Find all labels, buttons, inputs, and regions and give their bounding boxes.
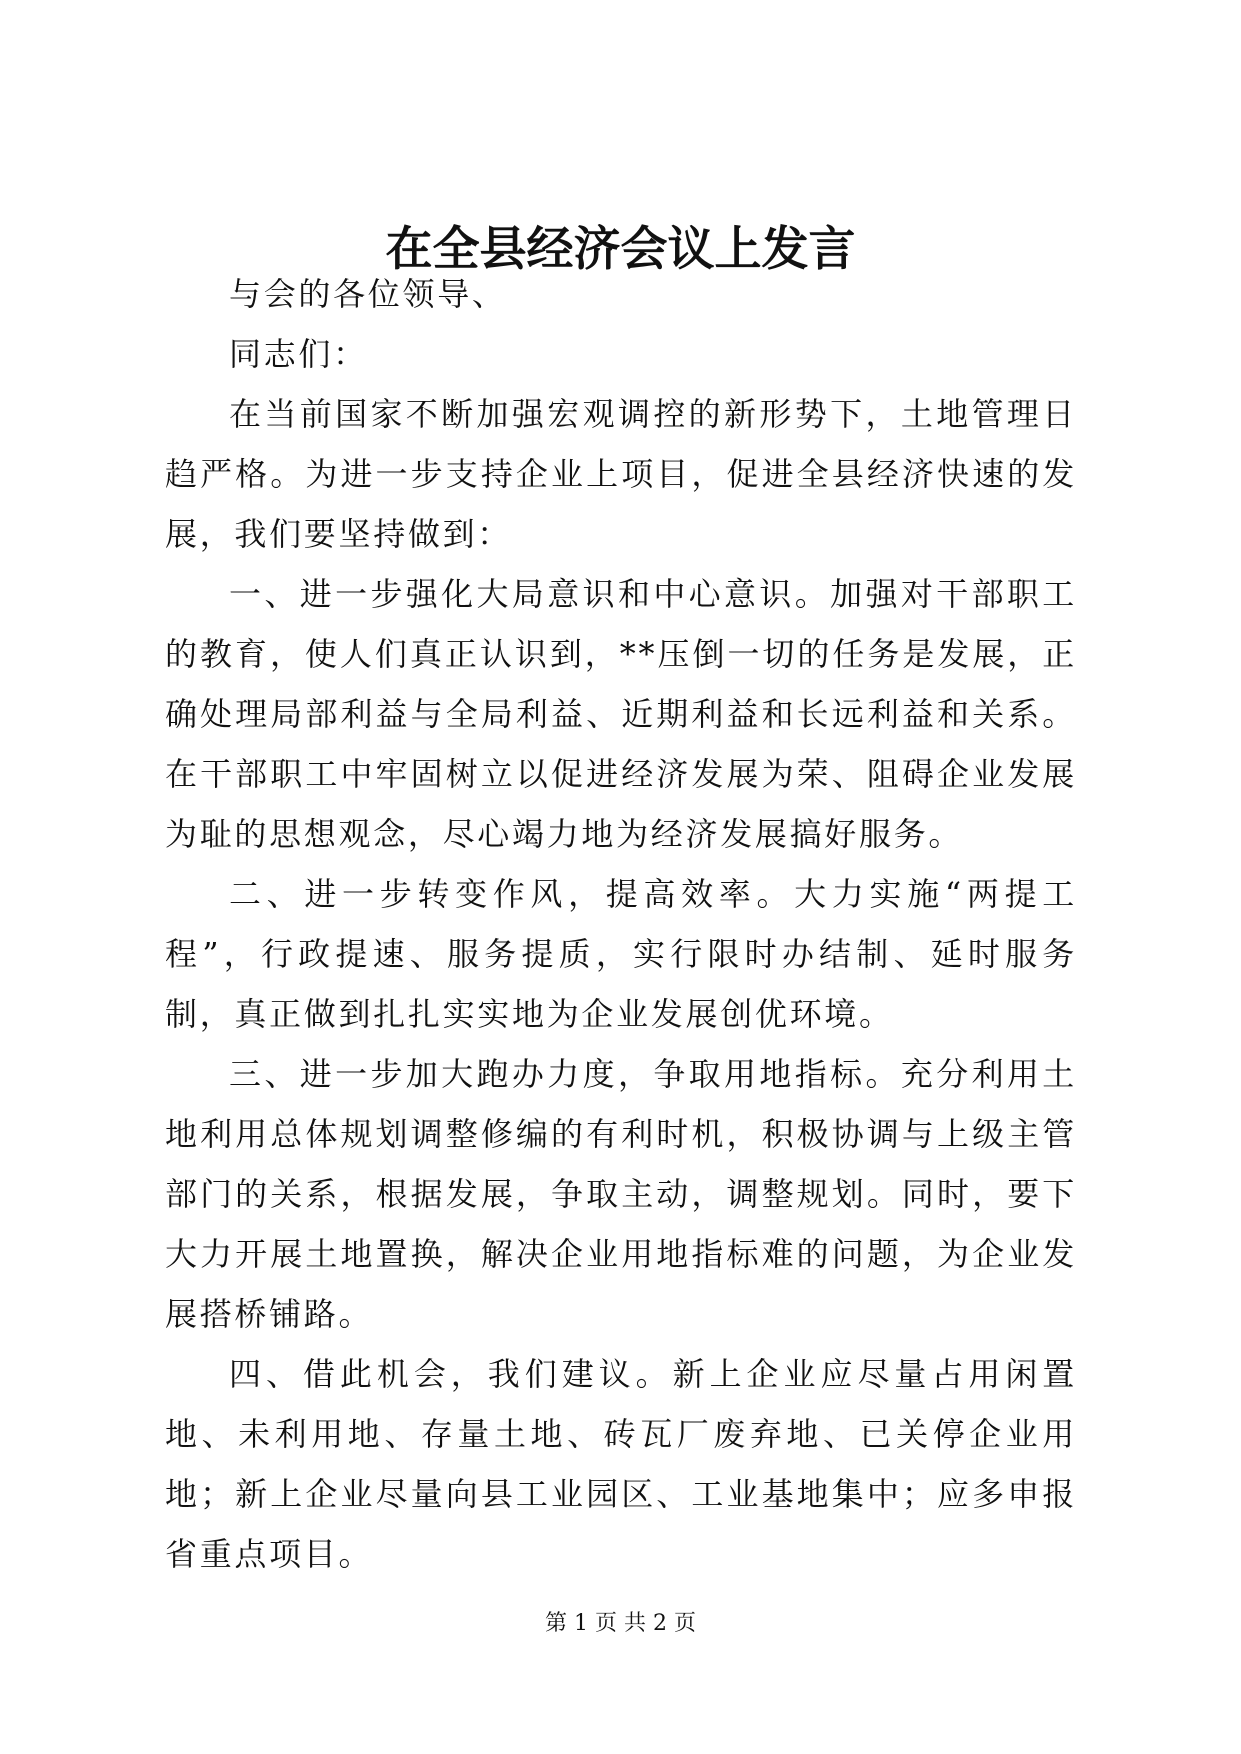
salutation-line-2: 同志们： (229, 335, 368, 373)
document-title: 在全县经济会议上发言 (385, 222, 856, 277)
paragraph-point-4: 四、借此机会，我们建议。新上企业应尽量占用闲置地、未利用地、存量土地、砖瓦厂废弃地、已关停企业用地；新上企业尽量向县工业园区、工业基地集中；应多申报省重点项目。 (165, 1355, 1077, 1573)
paragraph-point-2: 二、进一步转变作风，提高效率。大力实施“两提工程”，行政提速、服务提质，实行限时办结制、延时服务制，真正做到扎扎实实地为企业发展创优环境。 (165, 875, 1077, 1033)
paragraph-point-1: 一、进一步强化大局意识和中心意识。加强对干部职工的教育，使人们真正认识到，**压倒一切的任务是发展，正确处理局部利益与全局利益、近期利益和长远利益和关系。在干部职工中牢固树立以促进经济发展为荣、阻碍企业发展为耻的思想观念，尽心竭力地为经济发展搞好服务。 (165, 575, 1077, 853)
paragraph-point-3: 三、进一步加大跑办力度，争取用地指标。充分利用土地利用总体规划调整修编的有利时机，积极协调与上级主管部门的关系，根据发展，争取主动，调整规划。同时，要下大力开展土地置换，解决企业用地指标难的问题，为企业发展搭桥铺路。 (165, 1055, 1077, 1333)
paragraph-intro: 在当前国家不断加强宏观调控的新形势下，土地管理日趋严格。为进一步支持企业上项目，促进全县经济快速的发展，我们要坚持做到： (165, 395, 1077, 553)
document-body (165, 264, 1077, 1584)
salutation-line-1: 与会的各位领导、 (229, 275, 507, 313)
page-number-footer: 第 1 页 共 2 页 (545, 1611, 696, 1636)
